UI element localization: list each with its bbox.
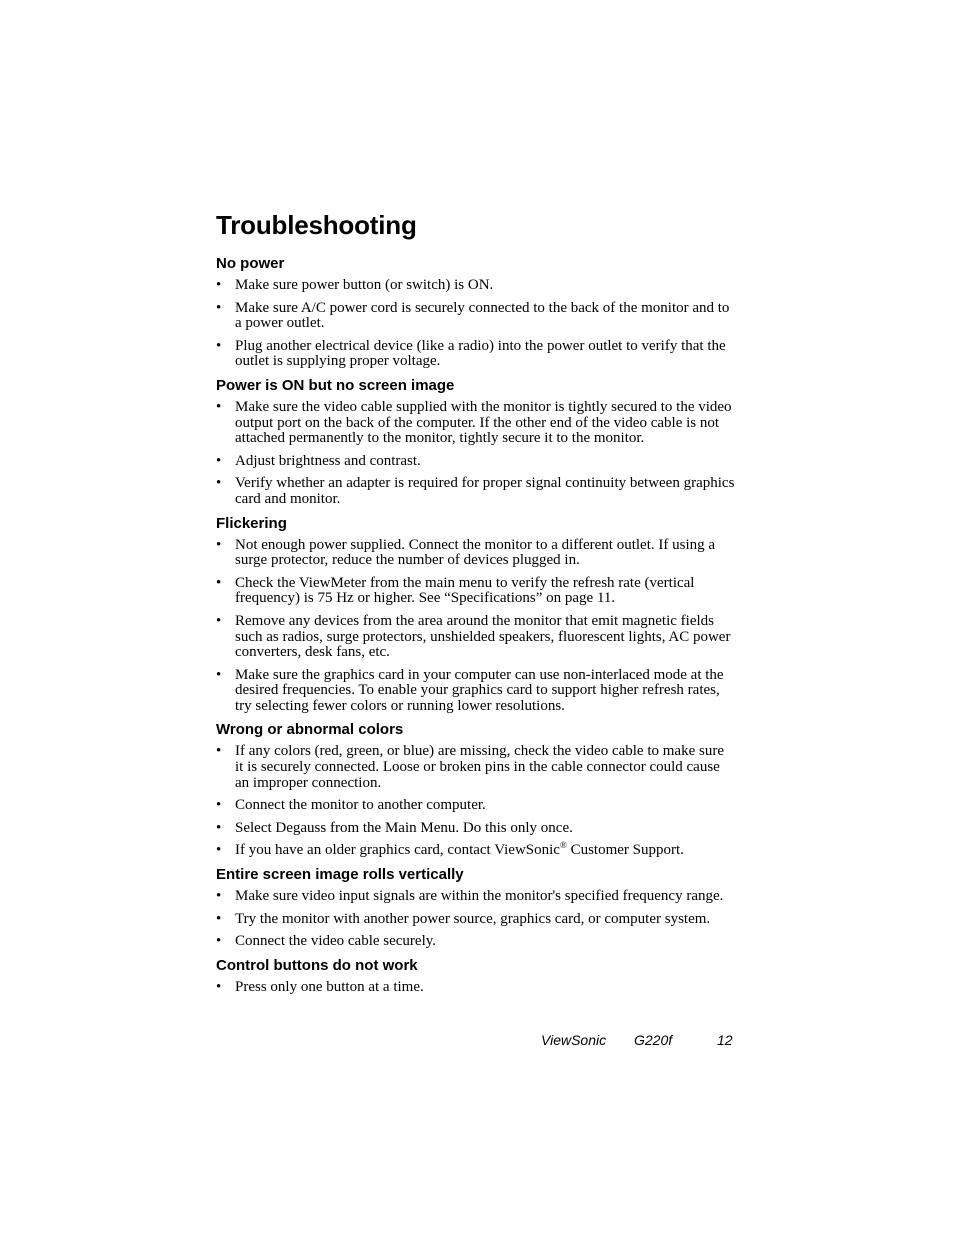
bullet-icon: • bbox=[216, 299, 222, 316]
list-item-text: Make sure the video cable supplied with the monitor is tightly secured to the video output port on the back of the computer. If the other end of the video cable is not attached permanently to the monitor, tightly secure it to the monitor. bbox=[235, 398, 732, 447]
list-item-text: Remove any devices from the area around the monitor that emit magnetic fields such as radios, surge protectors, unshielded speakers, fluorescent lights, AC power converters, desk fans, etc. bbox=[235, 612, 731, 661]
list-item bbox=[216, 301, 736, 332]
bullet-icon: • bbox=[216, 743, 222, 760]
list-item bbox=[216, 889, 736, 905]
list-item bbox=[216, 821, 736, 837]
list-item-text: Make sure the graphics card in your computer can use non-interlaced mode at the desired frequencies. To enable your graphics card to support higher refresh rates, try selecting fewer colors or running lower resolutions. bbox=[235, 666, 724, 714]
bullet-icon: • bbox=[216, 536, 222, 553]
bullet-icon: • bbox=[216, 475, 222, 492]
list-item bbox=[216, 538, 736, 569]
bullet-list bbox=[216, 278, 736, 370]
list-item bbox=[216, 668, 736, 715]
list-item-text: If any colors (red, green, or blue) are missing, check the video cable to make sure it is securely connected. Loose or broken pins in the cable connector could cause an improper connection. bbox=[235, 743, 724, 791]
bullet-icon: • bbox=[216, 819, 222, 836]
list-item bbox=[216, 744, 736, 791]
bullet-icon: • bbox=[216, 797, 222, 814]
bullet-icon: • bbox=[216, 398, 222, 415]
section-heading: Wrong or abnormal colors bbox=[216, 721, 404, 739]
list-item-text: Adjust brightness and contrast. bbox=[235, 452, 421, 469]
bullet-icon: • bbox=[216, 842, 222, 859]
section-heading: No power bbox=[216, 255, 285, 272]
bullet-list bbox=[216, 744, 736, 859]
section-heading: Power is ON but no screen image bbox=[216, 376, 455, 394]
list-item bbox=[216, 912, 736, 928]
list-item-text: Connect the monitor to another computer. bbox=[235, 797, 486, 814]
page-title: Troubleshooting bbox=[216, 210, 417, 240]
list-item-text: Verify whether an adapter is required for proper signal continuity between graphics card and monitor. bbox=[235, 475, 735, 507]
bullet-list bbox=[216, 400, 736, 508]
bullet-icon: • bbox=[216, 666, 222, 683]
list-item bbox=[216, 934, 736, 950]
list-item-text: Make sure A/C power cord is securely connected to the back of the monitor and to a power outlet. bbox=[235, 299, 730, 332]
bullet-icon: • bbox=[216, 277, 222, 293]
list-item bbox=[216, 798, 736, 814]
registered-mark: ® bbox=[559, 840, 567, 851]
footer-brand: ViewSonic bbox=[541, 1032, 607, 1048]
list-item-text: Try the monitor with another power source, graphics card, or computer system. bbox=[235, 910, 711, 927]
bullet-icon: • bbox=[216, 888, 222, 905]
bullet-icon: • bbox=[216, 612, 222, 629]
bullet-list bbox=[216, 538, 736, 715]
bullet-icon: • bbox=[216, 933, 222, 950]
list-item bbox=[216, 980, 736, 996]
list-item bbox=[216, 840, 736, 859]
bullet-list bbox=[216, 980, 736, 996]
page-content bbox=[216, 210, 736, 1002]
bullet-icon: • bbox=[216, 337, 222, 354]
list-item bbox=[216, 400, 736, 447]
list-item bbox=[216, 614, 736, 661]
bullet-list bbox=[216, 889, 736, 950]
footer-model: G220f bbox=[634, 1032, 673, 1048]
section-heading: Flickering bbox=[216, 514, 287, 532]
bullet-icon: • bbox=[216, 452, 222, 469]
list-item-text: Customer Support. bbox=[566, 842, 684, 859]
list-item bbox=[216, 476, 736, 507]
list-item-text: Make sure power button (or switch) is ON. bbox=[235, 277, 494, 293]
list-item-text: If you have an older graphics card, contact ViewSonic bbox=[235, 842, 560, 859]
list-item-text: Check the ViewMeter from the main menu to verify the refresh rate (vertical frequency) is 75 Hz or higher. See “Specifications” on page 11. bbox=[235, 574, 695, 607]
list-item-text: Make sure video input signals are within the monitor's specified frequency range. bbox=[235, 888, 724, 905]
footer-page-number: 12 bbox=[717, 1032, 733, 1048]
list-item-text: Not enough power supplied. Connect the monitor to a different outlet. If using a surge protector, reduce the number of devices plugged in. bbox=[235, 536, 716, 569]
list-item bbox=[216, 576, 736, 607]
list-item-text: Press only one button at a time. bbox=[235, 978, 424, 995]
bullet-icon: • bbox=[216, 978, 222, 995]
section-heading: Control buttons do not work bbox=[216, 956, 418, 974]
list-item-text: Select Degauss from the Main Menu. Do this only once. bbox=[235, 819, 573, 836]
list-item-text: Plug another electrical device (like a radio) into the power outlet to verify that the outlet is supplying proper voltage. bbox=[235, 337, 726, 370]
section-heading: Entire screen image rolls vertically bbox=[216, 866, 464, 884]
list-item-text: Connect the video cable securely. bbox=[235, 933, 437, 950]
bullet-icon: • bbox=[216, 910, 222, 927]
list-item bbox=[216, 454, 736, 470]
sections bbox=[216, 255, 736, 995]
list-item bbox=[216, 339, 736, 370]
list-item bbox=[216, 278, 736, 294]
bullet-icon: • bbox=[216, 574, 222, 591]
